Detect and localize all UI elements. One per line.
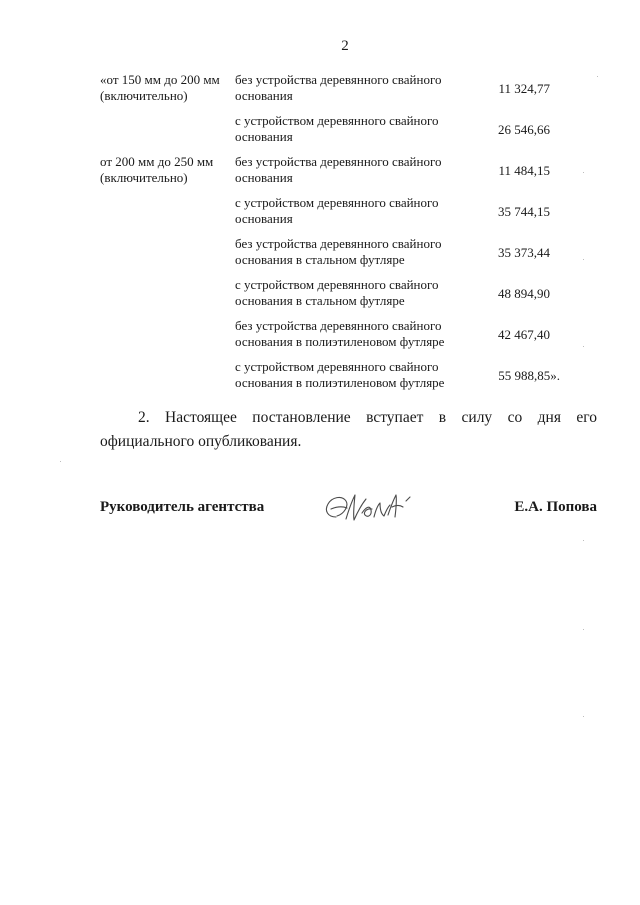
- method-description-cell: без устройства деревянного свайного основания: [235, 154, 442, 185]
- scan-dot: [597, 76, 598, 77]
- tariff-table: [100, 72, 580, 400]
- scan-dot: [583, 346, 584, 347]
- price-cell: 42 467,40: [498, 327, 550, 342]
- method-description-cell: без устройства деревянного свайного основания: [235, 72, 442, 103]
- scan-dot: [583, 629, 584, 630]
- scan-dot: [60, 461, 61, 462]
- price-cell: 35 373,44: [498, 245, 550, 260]
- signature-block: [100, 493, 597, 533]
- table-row: [100, 318, 580, 359]
- pipe-diameter-cell: «от 150 мм до 200 мм (включительно): [100, 72, 220, 103]
- signatory-position: Руководитель агентства: [100, 499, 265, 515]
- table-row: [100, 113, 580, 154]
- price-cell: 11 324,77: [498, 81, 550, 96]
- clause-paragraph: 2. Настоящее постановление вступает в силу со дня его официального опубликования.: [100, 409, 597, 450]
- price-cell: 48 894,90: [498, 286, 550, 301]
- table-row: [100, 72, 580, 113]
- signatory-name: Е.А. Попова: [514, 499, 597, 515]
- page-number: 2: [341, 38, 349, 54]
- method-description-cell: с устройством деревянного свайного основания: [235, 113, 439, 144]
- table-row: [100, 154, 580, 195]
- method-description-cell: без устройства деревянного свайного основания в стальном футляре: [235, 236, 442, 267]
- method-description-cell: с устройством деревянного свайного основания: [235, 195, 439, 226]
- table-row: [100, 236, 580, 277]
- pipe-diameter-cell: от 200 мм до 250 мм (включительно): [100, 154, 214, 185]
- price-cell: 55 988,85».: [498, 368, 560, 383]
- table-row: [100, 277, 580, 318]
- method-description-cell: с устройством деревянного свайного основания в полиэтиленовом футляре: [235, 359, 445, 390]
- method-description-cell: без устройства деревянного свайного основания в полиэтиленовом футляре: [235, 318, 445, 349]
- table-row: [100, 359, 580, 400]
- method-description-cell: с устройством деревянного свайного основания в стальном футляре: [235, 277, 439, 308]
- scan-dot: [583, 540, 584, 541]
- price-cell: 11 484,15: [498, 163, 550, 178]
- scan-dot: [583, 172, 584, 173]
- price-cell: 26 546,66: [498, 122, 550, 137]
- price-cell: 35 744,15: [498, 204, 550, 219]
- scan-dot: [583, 259, 584, 260]
- table-row: [100, 195, 580, 236]
- scan-dot: [583, 716, 584, 717]
- handwritten-signature-image: [318, 487, 428, 529]
